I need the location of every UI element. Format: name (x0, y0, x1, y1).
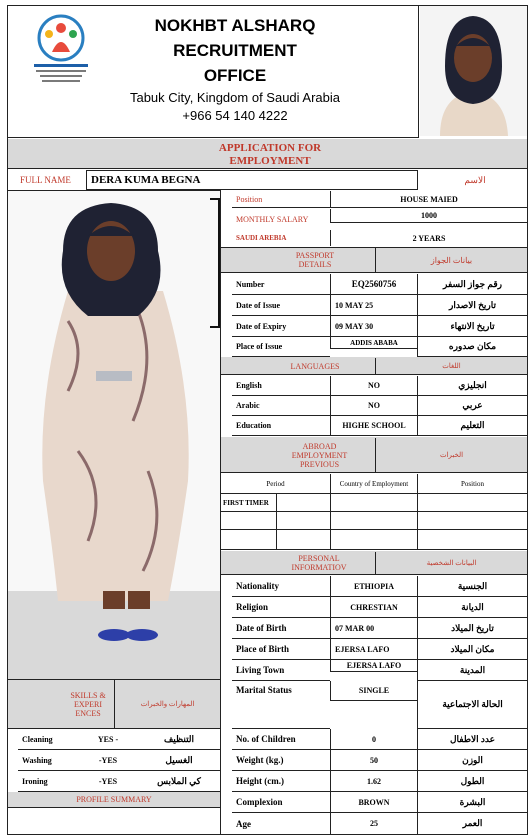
profile-summary-header: PROFILE SUMMARY (8, 792, 220, 808)
age-label: Age (236, 818, 251, 829)
complexion-ar: البشرة (417, 792, 527, 813)
company-name-line2: RECRUITMENT (173, 41, 297, 60)
full-body-photo (8, 190, 220, 678)
height-label: Height (cm.) (232, 771, 330, 792)
religion-label: Religion (232, 597, 330, 618)
exp-cell (417, 512, 527, 530)
personal-header-en: PERSONAL INFORMATIOV (291, 554, 347, 572)
name-ar-label: الاسم (464, 174, 486, 185)
exp-cell (221, 530, 276, 550)
form-title-line1: APPLICATION FOR (218, 141, 322, 154)
living-town-label: Living Town (232, 660, 330, 681)
pob-ar: مكان الميلاد (417, 639, 527, 660)
passport-number-value: EQ2560756 (330, 274, 417, 295)
pob-label: Place of Birth (232, 639, 330, 660)
english-value: NO (330, 376, 417, 396)
passport-number-ar: رقم جواز السفر (417, 274, 527, 295)
skill-cleaning-label: Cleaning (18, 729, 78, 750)
issue-date-value: 10 MAY 25 (330, 295, 417, 316)
place-of-issue-label: Place of Issue (232, 337, 330, 357)
children-value: 0 (330, 729, 417, 750)
exp-cell (221, 512, 276, 530)
exp-cell (276, 530, 330, 550)
form-title-line2: EMPLOYMENT (229, 154, 311, 167)
saudi-value: 2 YEARS (330, 230, 527, 246)
nationality-label: Nationality (232, 576, 330, 597)
skill-washing-label: Washing (18, 750, 78, 771)
full-name-value: DERA KUMA BEGNA (86, 170, 418, 190)
children-label: No. of Children (232, 729, 330, 750)
exp-cell (417, 530, 527, 550)
col-period: Period (221, 474, 330, 494)
issue-date-ar: تاريخ الاصدار (417, 295, 527, 316)
education-ar: التعليم (417, 416, 527, 436)
religion-ar: الديانة (417, 597, 527, 618)
skill-cleaning-value: YES - (78, 729, 138, 750)
exp-cell (330, 512, 417, 530)
dob-ar: تاريخ الميلاد (417, 618, 527, 639)
col-position: Position (417, 474, 527, 494)
religion-value: CHRESTIAN (330, 597, 417, 618)
salary-label: MONTHLY SALARY (236, 214, 309, 224)
exp-cell (276, 512, 330, 530)
weight-value: 50 (330, 750, 417, 771)
languages-header-en: LANGUAGES (290, 361, 340, 371)
passport-header-en: PASSPORT DETAILS (295, 251, 335, 269)
skills-header-en: SKILLS & EXPERI ENCES (70, 690, 106, 718)
profile-summary-body (8, 809, 220, 834)
skill-washing-ar: الغسيل (138, 750, 220, 771)
company-name-line1: NOKHBT ALSHARQ (154, 16, 316, 35)
pob-value: EJERSA LAFO (330, 639, 417, 660)
living-town-ar: المدينة (417, 660, 527, 681)
dob-label: Date of Birth (232, 618, 330, 639)
company-phone: +966 54 140 4222 (182, 107, 288, 123)
first-timer-cell: FIRST TIMER (221, 494, 276, 512)
full-name-label: FULL NAME (20, 175, 71, 185)
salary-value: 1000 (330, 209, 527, 223)
dob-value: 07 MAR 00 (330, 618, 417, 639)
skill-cleaning-ar: التنظيف (138, 729, 220, 750)
skill-ironing-value: -YES (78, 771, 138, 792)
complexion-value: BROWN (330, 792, 417, 813)
col-country: Country of Employment (330, 474, 417, 494)
saudi-label: SAUDI AREBIA (236, 234, 287, 242)
height-value: 1.62 (330, 771, 417, 792)
marital-ar: الحالة الاجتماعية (417, 681, 527, 729)
skill-ironing-ar: كي الملابس (138, 771, 220, 792)
position-label: Position (232, 191, 330, 208)
place-of-issue-ar: مكان صدوره (417, 337, 527, 357)
weight-ar: الوزن (417, 750, 527, 771)
arabic-label: Arabic (232, 396, 330, 416)
age-ar: العمر (417, 813, 527, 834)
exp-cell (276, 494, 330, 512)
issue-date-label: Date of Issue (232, 295, 330, 316)
age-value: 25 (330, 813, 417, 834)
education-value: HIGHE SCHOOL (330, 416, 417, 436)
english-ar: انجليزي (417, 376, 527, 396)
company-location: Tabuk City, Kingdom of Saudi Arabia (129, 89, 341, 105)
experience-header-ar: الخبرات (375, 438, 527, 472)
height-ar: الطول (417, 771, 527, 792)
complexion-label: Complexion (232, 792, 330, 813)
arabic-value: NO (330, 396, 417, 416)
skills-header-ar: المهارات والخبرات (114, 680, 220, 728)
nationality-ar: الجنسية (417, 576, 527, 597)
arabic-ar: عربي (417, 396, 527, 416)
marital-value: SINGLE (330, 681, 417, 701)
marital-label: Marital Status (232, 681, 330, 729)
passport-number-label: Number (232, 274, 330, 295)
education-label: Education (232, 416, 330, 436)
personal-header-ar: البيانات الشخصية (375, 552, 527, 574)
passport-header-ar: بيانات الجواز (375, 248, 527, 272)
languages-header-ar: اللغات (375, 358, 527, 374)
position-value: HOUSE MAIED (330, 191, 527, 208)
exp-cell (330, 494, 417, 512)
living-town-value: EJERSA LAFO (330, 660, 417, 672)
nationality-value: ETHIOPIA (330, 576, 417, 597)
skill-ironing-label: Ironing (18, 771, 78, 792)
weight-label: Weight (kg.) (232, 750, 330, 771)
passport-photo (420, 6, 527, 136)
children-ar: عدد الاطفال (417, 729, 527, 750)
photo-table-divider (210, 198, 220, 328)
expiry-date-label: Date of Expiry (232, 316, 330, 337)
expiry-date-value: 09 MAY 30 (330, 316, 417, 337)
english-label: English (232, 376, 330, 396)
exp-cell (417, 494, 527, 512)
company-logo (30, 12, 92, 86)
skill-washing-value: -YES (78, 750, 138, 771)
place-of-issue-value: ADDIS ABABA (330, 337, 417, 349)
company-name-line3: OFFICE (203, 66, 267, 85)
expiry-date-ar: تاريخ الانتهاء (417, 316, 527, 337)
experience-header-en: ABROAD EMPLOYMENT PREVIOUS (291, 441, 348, 469)
exp-cell (330, 530, 417, 550)
